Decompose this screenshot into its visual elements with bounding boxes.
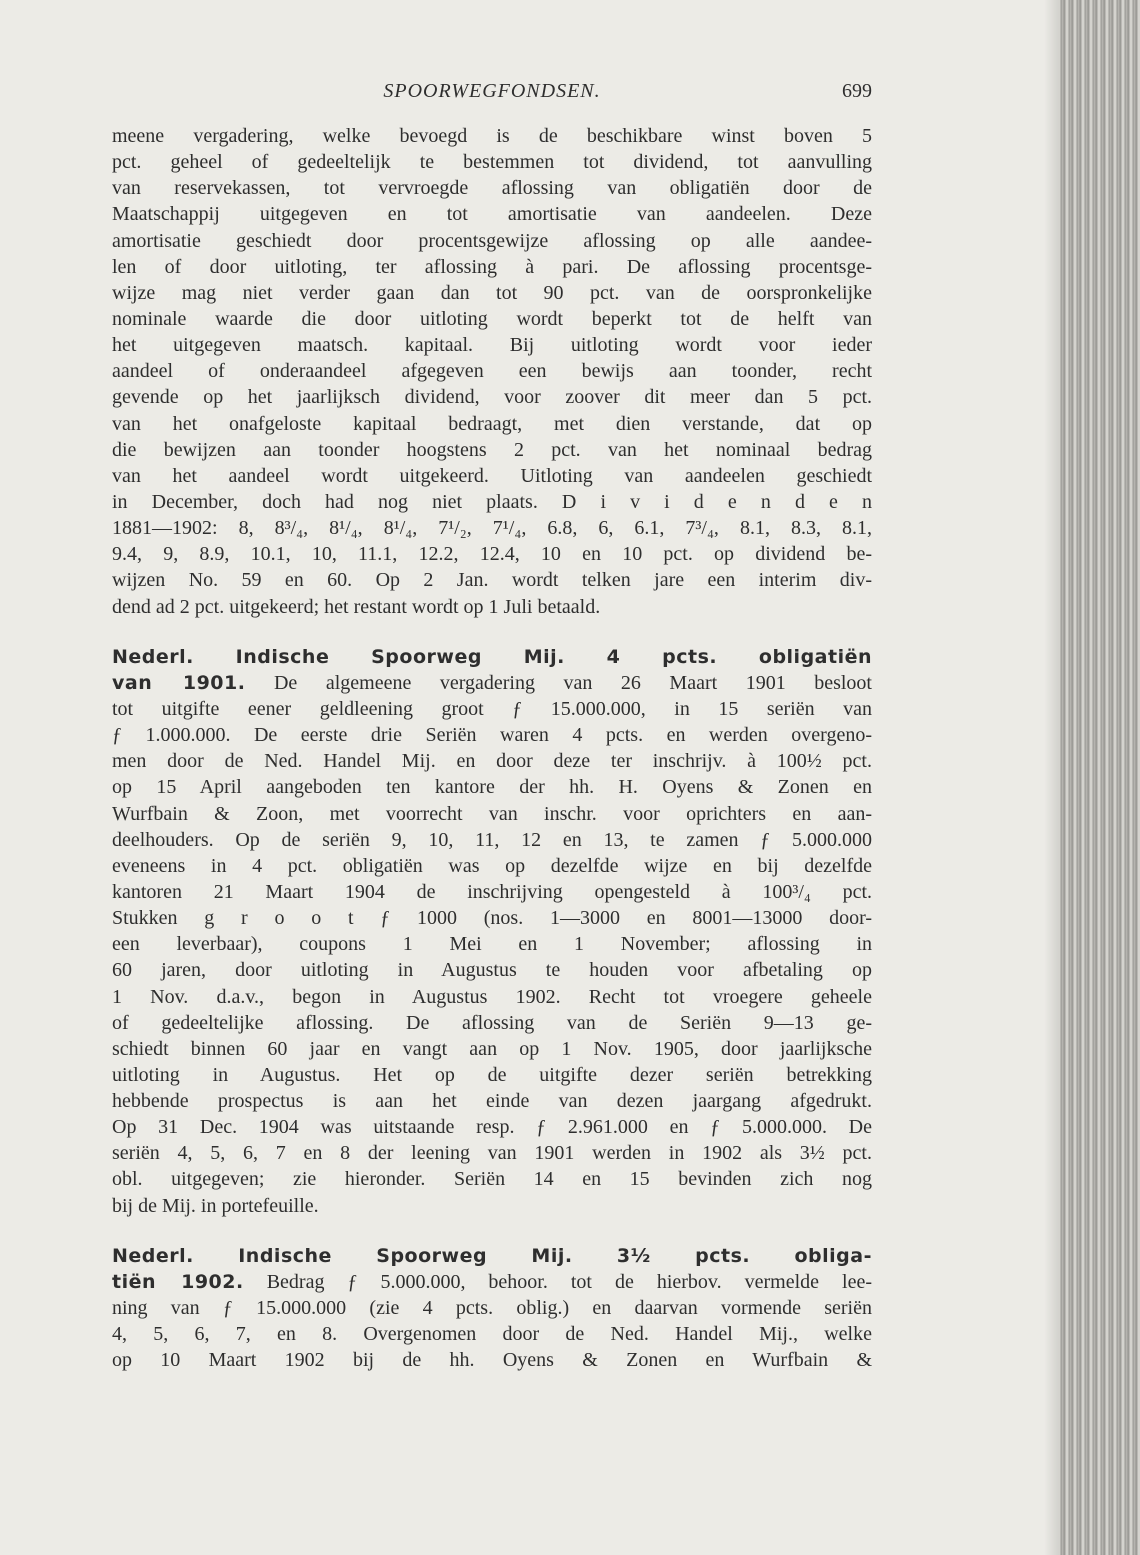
text-line: op 15 April aangeboden ten kantore der hh. H. Oyens & Zonen en (112, 776, 872, 799)
text-line (112, 670, 872, 696)
text-line: tot uitgifte eener geldleening groot ƒ 15.000.000, in 15 seriën van (112, 697, 872, 720)
text-line: of gedeeltelijke aflossing. De aflossing van de Seriën 9—13 ge- (112, 1011, 872, 1034)
text-line: wijzen No. 59 en 60. Op 2 Jan. wordt telken jare een interim div- (112, 569, 872, 592)
text-line: in December, doch had nog niet plaats. D i v i d e n d e n (112, 490, 872, 513)
text-line: van het aandeel wordt uitgekeerd. Uitloting van aandeelen geschiedt (112, 464, 872, 487)
text-line: amortisatie geschiedt door procentsgewijze aflossing op alle aandee- (112, 229, 872, 252)
text-line: aandeel of onderaandeel afgegeven een bewijs aan toonder, recht (112, 360, 872, 383)
text-line: Maatschappij uitgegeven en tot amortisatie van aandeelen. Deze (112, 203, 872, 226)
text-line: pct. geheel of gedeeltelijk te bestemmen tot dividend, tot aanvulling (112, 151, 872, 174)
text-line: bij de Mij. in portefeuille. (112, 1194, 319, 1217)
text-line: len of door uitloting, ter aflossing à pari. De aflossing procentsge- (112, 255, 872, 278)
section-heading (112, 644, 872, 670)
section-obligaties-1902 (112, 1243, 872, 1374)
text-line: 60 jaren, door uitloting in Augustus te houden voor afbetaling op (112, 959, 872, 982)
paragraph-dividends (112, 123, 872, 620)
text-line: men door de Ned. Handel Mij. en door deze ter inschrijv. à 100½ pct. (112, 750, 872, 773)
text-line: ning van ƒ 15.000.000 (zie 4 pcts. oblig.) en daarvan vormende seriën (112, 1297, 872, 1320)
text-line: van reservekassen, tot vervroegde aflossing van obligatiën door de (112, 177, 872, 200)
text-line: dend ad 2 pct. uitgekeerd; het restant wordt op 1 Juli betaald. (112, 595, 601, 618)
text-line: een leverbaar), coupons 1 Mei en 1 November; aflossing in (112, 933, 872, 956)
text-line: nominale waarde die door uitloting wordt beperkt tot de helft van (112, 307, 872, 330)
text-line: uitloting in Augustus. Het op de uitgifte dezer seriën betrekking (112, 1063, 872, 1086)
section-heading (112, 1243, 872, 1269)
text-line: wijze mag niet verder gaan dan tot 90 pct. van de oorspronkelijke (112, 281, 872, 304)
text-line: gevende op het jaarlijksch dividend, voor zoover dit meer dan 5 pct. (112, 386, 872, 409)
text-line-rest: De algemeene vergadering van 26 Maart 1901 besloot (245, 671, 872, 694)
text-line: van het onafgeloste kapitaal bedraagt, met dien verstande, dat op (112, 412, 872, 435)
text-line: het uitgegeven maatsch. kapitaal. Bij uitloting wordt voor ieder (112, 334, 872, 357)
text-line: 1 Nov. d.a.v., begon in Augustus 1902. Recht tot vroegere geheele (112, 985, 872, 1008)
text-line: seriën 4, 5, 6, 7 en 8 der leening van 1901 werden in 1902 als 3½ pct. (112, 1142, 872, 1165)
text-line: ƒ 1.000.000. De eerste drie Seriën waren 4 pcts. en werden overgeno- (112, 724, 872, 747)
text-line: deelhouders. Op de seriën 9, 10, 11, 12 en 13, te zamen ƒ 5.000.000 (112, 828, 872, 851)
text-line: Wurfbain & Zoon, met voorrecht van inschr. voor oprichters en aan- (112, 802, 872, 825)
page-number: 699 (842, 80, 872, 102)
text-line: eveneens in 4 pct. obligatiën was op dezelfde wijze en bij dezelfde (112, 854, 872, 877)
text-line-rest: Bedrag ƒ 5.000.000, behoor. tot de hierbov. vermelde lee- (243, 1270, 872, 1293)
text-line: 1881—1902: 8, 8³/₄, 8¹/₄, 8¹/₄, 7¹/₂, 7¹/₄, 6.8, 6, 6.1, 7³/₄, 8.1, 8.3, 8.1, (112, 517, 872, 540)
text-block (112, 123, 872, 1373)
text-line: obl. uitgegeven; zie hieronder. Seriën 14 en 15 bevinden zich nog (112, 1168, 872, 1191)
text-line: die bewijzen aan toonder hoogstens 2 pct. van het nominaal bedrag (112, 438, 872, 461)
section-heading-text: van 1901. (112, 671, 246, 694)
section-heading-text: Nederl. Indische Spoorweg Mij. 3½ pcts. obliga- (112, 1244, 872, 1267)
text-line: hebbende prospectus is aan het einde van dezen jaargang afgedrukt. (112, 1090, 872, 1113)
page-gutter-shadow (1044, 0, 1058, 1555)
text-line: Stukken g r o o t ƒ 1000 (nos. 1—3000 en 8001—13000 door- (112, 907, 872, 930)
header-title: SPOORWEGFONDSEN. (383, 80, 601, 102)
running-head (112, 80, 872, 106)
section-heading-text: tiën 1902. (112, 1270, 244, 1293)
text-line: schiedt binnen 60 jaar en vangt aan op 1 Nov. 1905, door jaarlijksche (112, 1037, 872, 1060)
text-line: op 10 Maart 1902 bij de hh. Oyens & Zonen en Wurfbain & (112, 1349, 872, 1372)
text-line: 4, 5, 6, 7, en 8. Overgenomen door de Ned. Handel Mij., welke (112, 1323, 872, 1346)
section-obligaties-1901 (112, 644, 872, 1219)
section-heading-text: Nederl. Indische Spoorweg Mij. 4 pcts. obligatiën (112, 645, 872, 668)
book-page-edges (1058, 0, 1140, 1555)
text-line: kantoren 21 Maart 1904 de inschrijving opengesteld à 100³/₄ pct. (112, 880, 872, 903)
text-line: Op 31 Dec. 1904 was uitstaande resp. ƒ 2.961.000 en ƒ 5.000.000. De (112, 1116, 872, 1139)
text-line: meene vergadering, welke bevoegd is de beschikbare winst boven 5 (112, 125, 872, 147)
text-line: 9.4, 9, 8.9, 10.1, 10, 11.1, 12.2, 12.4, 10 en 10 pct. op dividend be- (112, 543, 872, 566)
text-line (112, 1269, 872, 1295)
